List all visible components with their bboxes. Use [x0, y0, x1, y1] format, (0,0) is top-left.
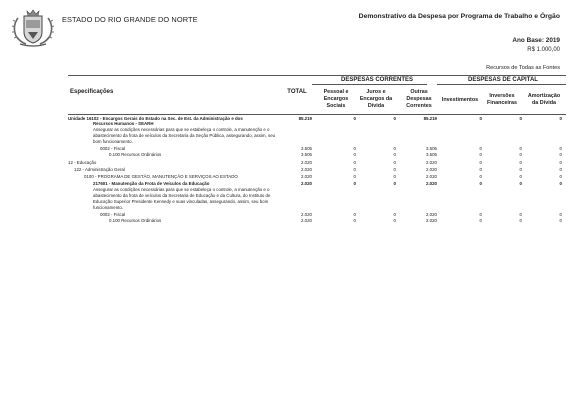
column-header-investimentos: Investimentos	[441, 97, 479, 103]
cell-investimentos: 0	[479, 212, 482, 217]
row-text: Unidade 16102 - Encargos Gerais do Estado na Sec. de Est. da Administração e dos	[68, 116, 243, 121]
cell-outras: 2.020	[426, 218, 437, 223]
cell-juros: 0	[393, 146, 396, 151]
cell-outras: 2.020	[426, 167, 437, 172]
cell-amortizacao: 0	[559, 212, 562, 217]
cell-juros: 0	[393, 181, 396, 186]
cell-pessoal: 0	[353, 116, 356, 121]
column-header-total: TOTAL	[287, 89, 307, 95]
cell-total: 2.020	[301, 174, 312, 179]
row-text: 0100 - PROGRAMA DE GESTÃO, MANUTENÇÃO E SERVIÇOS AO ESTADO	[84, 174, 238, 179]
row-text: 0.100 Recursos Ordinários	[109, 218, 162, 223]
cell-juros: 0	[393, 160, 396, 165]
cell-total: 2.020	[301, 181, 312, 186]
cell-juros: 0	[393, 167, 396, 172]
cell-amortizacao: 0	[559, 181, 562, 186]
state-crest-logo	[10, 8, 56, 48]
cell-total: 3.505	[301, 146, 312, 151]
cell-investimentos: 0	[479, 146, 482, 151]
column-header-outras: Outras Despesas Correntes	[406, 89, 432, 110]
cell-inversoes: 0	[519, 167, 522, 172]
cell-amortizacao: 0	[559, 116, 562, 121]
column-header-especificacoes: Especificações	[70, 89, 114, 95]
cell-outras: 3.505	[426, 146, 437, 151]
row-text: 0002 - Fiscal	[100, 212, 126, 217]
cell-investimentos: 0	[479, 167, 482, 172]
cell-juros: 0	[393, 218, 396, 223]
cell-total: 2.020	[301, 218, 312, 223]
group-underline-capital	[437, 84, 566, 85]
cell-outras: 2.020	[426, 160, 437, 165]
cell-outras: 2.020	[426, 212, 437, 217]
row-text: 12 - Educação	[68, 160, 97, 165]
row-text: Assegurar as condições necessárias para que se estabeleça o controle, a manutenção e o	[93, 187, 270, 192]
cell-inversoes: 0	[519, 160, 522, 165]
row-text: 122 - Administração Geral	[74, 167, 125, 172]
group-despesas-capital: DESPESAS DE CAPITAL	[468, 77, 538, 83]
row-text: 0002 - Fiscal	[100, 146, 126, 151]
cell-investimentos: 0	[479, 160, 482, 165]
cell-inversoes: 0	[519, 218, 522, 223]
row-text: 217601 - Manutenção da Frota de Veículos da Educação	[93, 181, 210, 186]
state-name: ESTADO DO RIO GRANDE DO NORTE	[62, 15, 198, 24]
cell-amortizacao: 0	[559, 218, 562, 223]
cell-investimentos: 0	[479, 218, 482, 223]
table-top-line	[68, 75, 566, 76]
column-header-inversoes: Inversões Financeiras	[487, 93, 517, 107]
sources-label: Recursos de Todas as Fontes	[486, 65, 560, 71]
cell-investimentos: 0	[479, 116, 482, 121]
cell-inversoes: 0	[519, 212, 522, 217]
cell-juros: 0	[393, 174, 396, 179]
cell-total: 3.505	[301, 152, 312, 157]
cell-amortizacao: 0	[559, 146, 562, 151]
cell-pessoal: 0	[353, 212, 356, 217]
row-text: Educação Superior Presidente Kennedy e suas vinculadas, assegurando, assim, seu bom	[93, 199, 269, 204]
cell-total: 85.219	[298, 116, 312, 121]
cell-amortizacao: 0	[559, 160, 562, 165]
cell-outras: 85.219	[423, 116, 437, 121]
row-text: abastecimento da frota de veículos da Secretaria de Educação e da Cultura, do Instituto de	[93, 193, 271, 198]
cell-inversoes: 0	[519, 152, 522, 157]
cell-pessoal: 0	[353, 218, 356, 223]
cell-outras: 3.505	[426, 152, 437, 157]
row-text: Recursos Humanos - SEARH	[93, 121, 154, 126]
cell-juros: 0	[393, 152, 396, 157]
cell-investimentos: 0	[479, 174, 482, 179]
column-header-juros: Juros e Encargos da Dívida	[359, 89, 393, 110]
cell-total: 2.020	[301, 212, 312, 217]
cell-inversoes: 0	[519, 174, 522, 179]
row-text: 0.100 Recursos Ordinários	[109, 152, 162, 157]
cell-investimentos: 0	[479, 152, 482, 157]
currency-unit: R$ 1.000,00	[527, 47, 560, 53]
row-text: funcionamento.	[93, 205, 124, 210]
row-text: abastecimento da frota de veículos da Secretaria da Seção Pública, assegurando, assim, seu	[93, 133, 276, 138]
cell-inversoes: 0	[519, 146, 522, 151]
cell-pessoal: 0	[353, 160, 356, 165]
cell-outras: 2.020	[426, 181, 437, 186]
cell-juros: 0	[393, 116, 396, 121]
cell-amortizacao: 0	[559, 167, 562, 172]
cell-investimentos: 0	[479, 181, 482, 186]
cell-amortizacao: 0	[559, 174, 562, 179]
row-text: bom funcionamento.	[93, 139, 133, 144]
column-header-amortizacao: Amortização da Dívida	[527, 93, 561, 107]
cell-total: 2.020	[301, 167, 312, 172]
group-underline-current	[312, 84, 427, 85]
table-header-bottom-line	[68, 114, 566, 115]
cell-pessoal: 0	[353, 167, 356, 172]
cell-pessoal: 0	[353, 152, 356, 157]
cell-pessoal: 0	[353, 181, 356, 186]
cell-inversoes: 0	[519, 116, 522, 121]
report-title: Demonstrativo da Despesa por Programa de Trabalho e Órgão	[358, 13, 560, 20]
column-header-pessoal: Pessoal e Encargos Sociais	[323, 89, 349, 110]
cell-pessoal: 0	[353, 146, 356, 151]
cell-total: 2.020	[301, 160, 312, 165]
cell-outras: 2.020	[426, 174, 437, 179]
row-text: Assegurar as condições necessárias para que se estabeleça o controle, a manutenção e o	[93, 127, 270, 132]
cell-juros: 0	[393, 212, 396, 217]
cell-pessoal: 0	[353, 174, 356, 179]
cell-amortizacao: 0	[559, 152, 562, 157]
base-year: Ano Base: 2019	[512, 37, 560, 44]
cell-inversoes: 0	[519, 181, 522, 186]
group-despesas-correntes: DESPESAS CORRENTES	[340, 77, 413, 83]
